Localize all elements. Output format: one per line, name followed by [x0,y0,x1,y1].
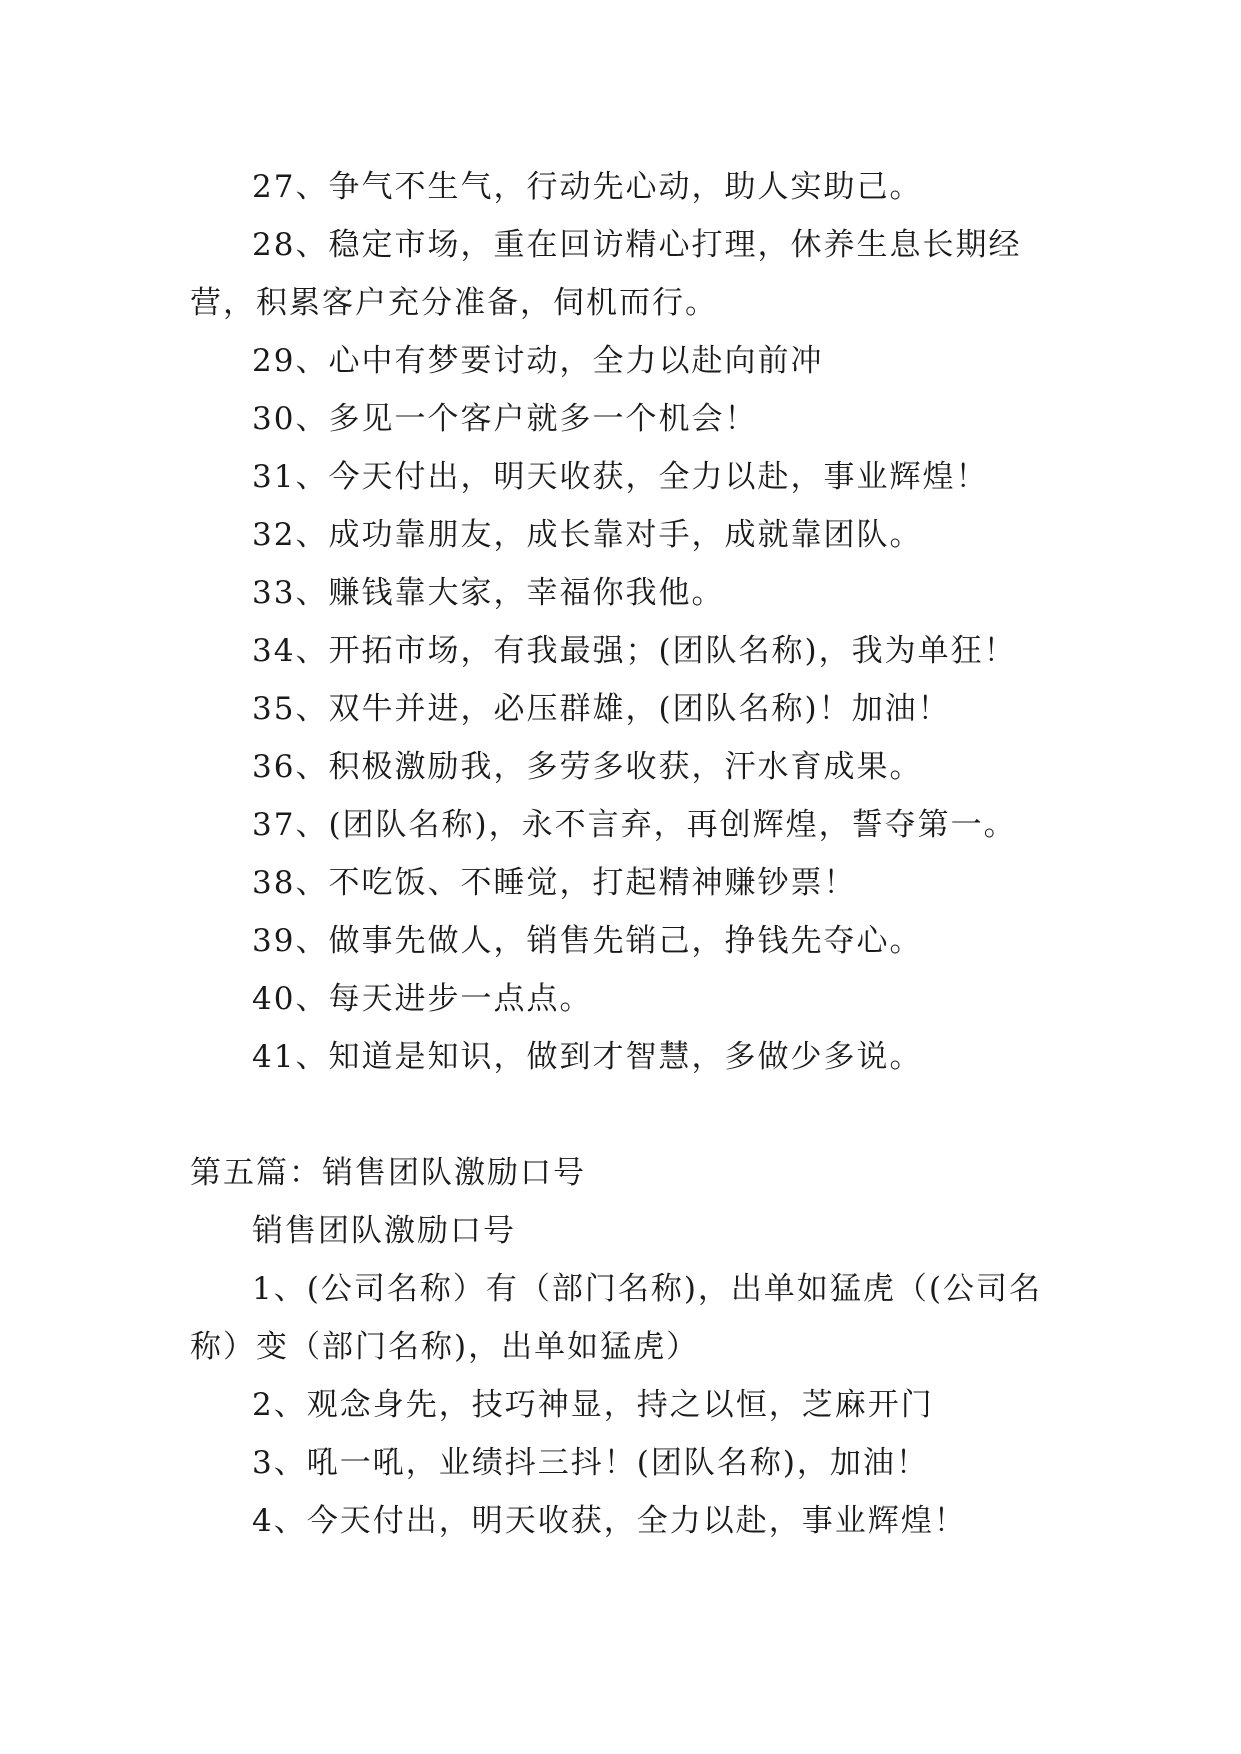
slogan-34: 34、开拓市场，有我最强；(团队名称)，我为单狂！ [252,633,1017,669]
slogan-28: 28、稳定市场，重在回访精心打理，休养生息长期经营，积累客户充分准备，伺机而行。 [190,227,1022,321]
slogan-33: 33、赚钱靠大家，幸福你我他。 [252,575,725,611]
slogan-2: 2、观念身先，技巧神显，持之以恒，芝麻开门 [252,1387,934,1423]
slogan-37: 37、(团队名称)，永不言弃，再创辉煌，誓夺第一。 [252,807,1017,843]
slogan-36: 36、积极激励我，多劳多收获，汗水育成果。 [252,749,923,785]
slogan-39: 39、做事先做人，销售先销己，挣钱先夺心。 [252,923,923,959]
slogan-32: 32、成功靠朋友，成长靠对手，成就靠团队。 [252,517,923,553]
slogan-38: 38、不吃饭、不睡觉，打起精神赚钞票！ [252,865,857,901]
section-subheading: 销售团队激励口号 [252,1213,516,1249]
document-body [190,158,1065,1550]
slogan-40: 40、每天进步一点点。 [252,981,593,1017]
slogan-35: 35、双牛并进，必压群雄，(团队名称)！加油！ [252,691,951,727]
section-heading: 第五篇：销售团队激励口号 [190,1155,586,1191]
slogan-41: 41、知道是知识，做到才智慧，多做少多说。 [252,1039,923,1075]
slogan-3: 3、吼一吼，业绩抖三抖！(团队名称)，加油！ [252,1445,929,1481]
slogan-27: 27、争气不生气，行动先心动，助人实助己。 [252,169,923,205]
slogan-1: 1、(公司名称）有（部门名称)，出单如猛虎（(公司名称）变（部门名称)，出单如猛虎） [190,1271,1043,1365]
slogan-29: 29、心中有梦要讨动，全力以赴向前冲 [252,343,824,379]
slogan-30: 30、多见一个客户就多一个机会！ [252,401,758,437]
section-spacer [190,1086,1065,1144]
slogan-4: 4、今天付出，明天收获，全力以赴，事业辉煌！ [252,1503,967,1539]
slogan-31: 31、今天付出，明天收获，全力以赴，事业辉煌！ [252,459,989,495]
